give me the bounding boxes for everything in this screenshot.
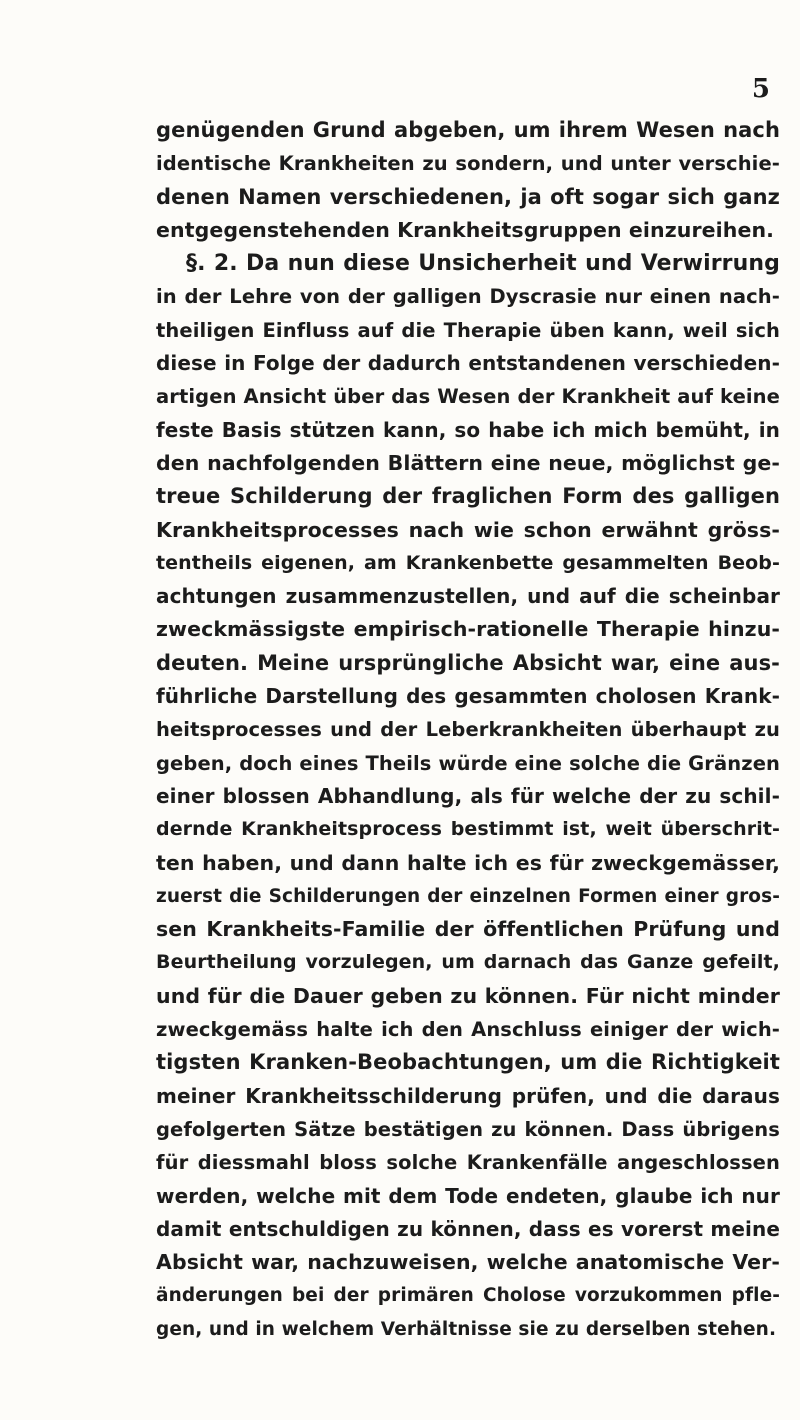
text-line: in der Lehre von der galligen Dyscrasie nur einen nach- xyxy=(156,285,780,309)
text-line: denen Namen verschiedenen, ja oft sogar sich ganz xyxy=(156,184,780,209)
text-line: meiner Krankheitsschilderung prüfen, und die daraus xyxy=(156,1083,780,1108)
text-line: genügenden Grund abgeben, um ihrem Wesen nach xyxy=(156,118,780,142)
text-line: einer blossen Abhandlung, als für welche der zu schil- xyxy=(156,783,780,808)
text-line: tentheils eigenen, am Krankenbette gesammelten Beob- xyxy=(156,551,780,574)
text-line: sen Krankheits-Familie der öffentlichen Prüfung und xyxy=(156,917,780,942)
text-line: Krankheitsprocesses nach wie schon erwähnt gröss- xyxy=(156,517,780,542)
text-line: geben, doch eines Theils würde eine solche die Gränzen xyxy=(156,751,780,775)
text-line: gen, und in welchem Verhältnisse sie zu derselben stehen. xyxy=(156,1318,777,1340)
text-line: treue Schilderung der fraglichen Form des galligen xyxy=(156,484,780,509)
text-line: den nachfolgenden Blättern eine neue, möglichst ge- xyxy=(156,450,780,475)
text-line: für diessmahl bloss solche Krankenfälle angeschlossen xyxy=(156,1151,780,1175)
text-line: artigen Ansicht über das Wesen der Krankheit auf keine xyxy=(156,385,780,409)
section-heading-line: §. 2. Da nun diese Unsicherheit und Verwirrung xyxy=(186,251,780,277)
text-line: heitsprocesses und der Leberkrankheiten überhaupt zu xyxy=(156,718,780,742)
text-line: theiligen Einfluss auf die Therapie üben kann, weil sich xyxy=(156,318,780,342)
text-line: werden, welche mit dem Tode endeten, glaube ich nur xyxy=(156,1183,780,1208)
text-line: zweckgemäss halte ich den Anschluss einiger der wich- xyxy=(156,1018,780,1042)
text-line: entgegenstehenden Krankheitsgruppen einzureihen. xyxy=(156,217,775,242)
text-line: tigsten Kranken-Beobachtungen, um die Richtigkeit xyxy=(156,1050,780,1075)
text-line: damit entschuldigen zu können, dass es vorerst meine xyxy=(156,1216,780,1241)
text-line: dernde Krankheitsprocess bestimmt ist, weit überschrit- xyxy=(156,818,780,841)
text-line: identische Krankheiten zu sondern, und unter verschie- xyxy=(156,152,780,176)
text-line: feste Basis stützen kann, so habe ich mich bemüht, in xyxy=(156,417,780,442)
text-line: Absicht war, nachzuweisen, welche anatomische Ver- xyxy=(156,1250,780,1275)
text-line: Beurtheilung vorzulegen, um darnach das Ganze gefeilt, xyxy=(156,951,780,974)
text-line: zweckmässigste empirisch-rationelle Therapie hinzu- xyxy=(156,617,780,642)
text-line: achtungen zusammenzustellen, und auf die scheinbar xyxy=(156,584,780,609)
text-line: ten haben, und dann halte ich es für zweckgemässer, xyxy=(156,850,780,875)
text-line: deuten. Meine ursprüngliche Absicht war, eine aus- xyxy=(156,650,780,675)
text-line: änderungen bei der primären Cholose vorzukommen pfle- xyxy=(156,1285,780,1307)
text-line: führliche Darstellung des gesammten cholosen Krank- xyxy=(156,684,780,709)
text-line: diese in Folge der dadurch entstandenen verschieden- xyxy=(156,351,780,376)
body-text xyxy=(156,114,780,1346)
text-line: zuerst die Schilderungen der einzelnen Formen einer gros- xyxy=(156,885,780,907)
page-number: 5 xyxy=(751,74,770,104)
text-line: gefolgerten Sätze bestätigen zu können. Dass übrigens xyxy=(156,1117,780,1141)
text-line: und für die Dauer geben zu können. Für nicht minder xyxy=(156,983,780,1008)
